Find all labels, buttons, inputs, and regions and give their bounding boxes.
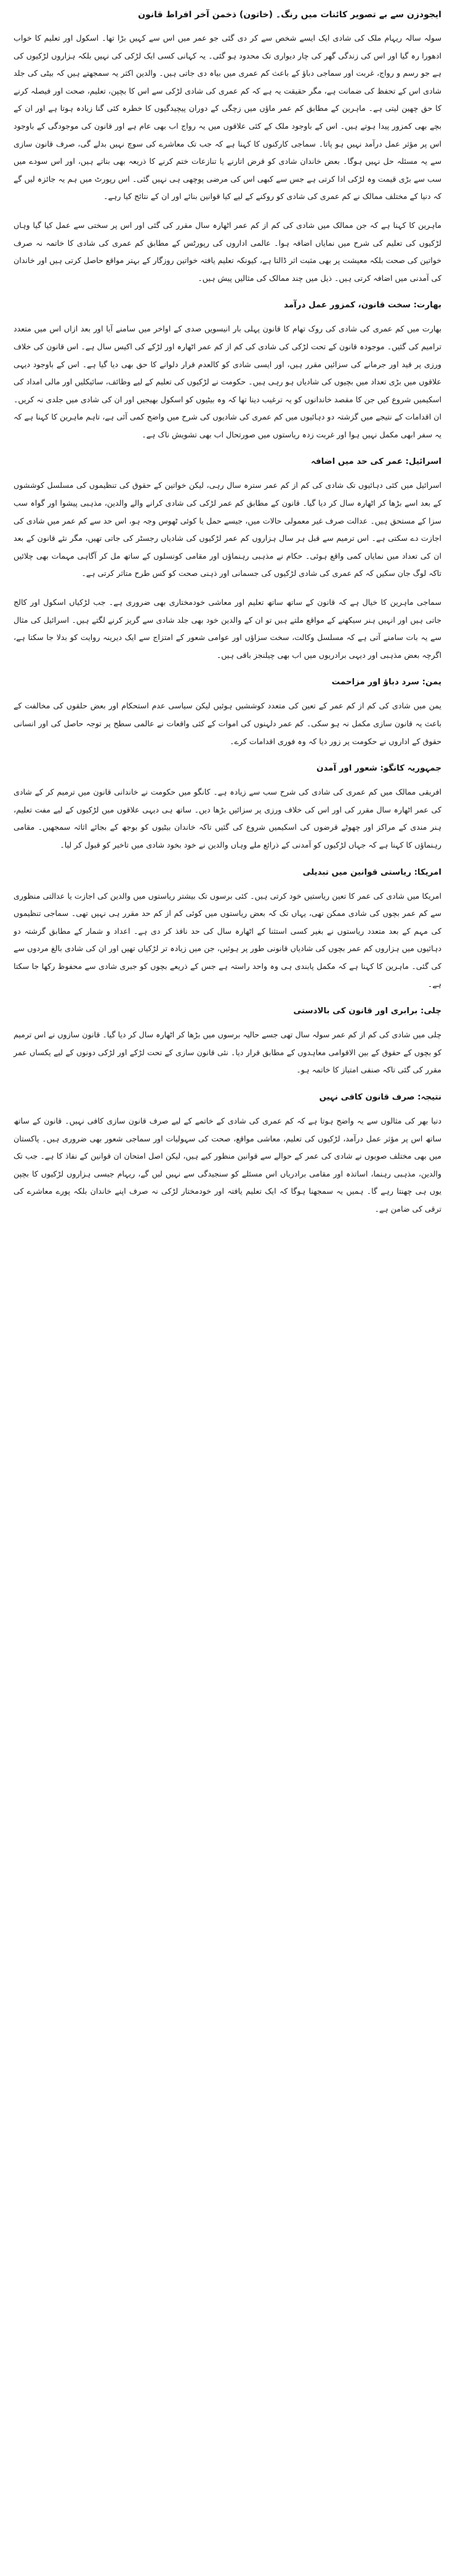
section-heading-chile: چلی: برابری اور قانون کی بالادستی — [293, 1007, 441, 1016]
section-heading-congo: جمہوریہ کانگو: شعور اور آمدن — [316, 764, 441, 774]
section-heading-conclusion: نتیجہ: صرف قانون کافی نہیں — [319, 1092, 441, 1102]
section-heading-yemen: یمن: سرد دباؤ اور مزاحمت — [331, 678, 441, 687]
congo-paragraph: افریقی ممالک میں کم عمری کی شادی کی شرح سب سے زیادہ ہے۔ کانگو میں حکومت نے خاندانی قانون میں ترمیم کر کے شادی کی عمر اٹھارہ سال مقرر کی اور اس کی خلاف ورزی پر سزائیں بڑھا دیں۔ ساتھ ہی دیہی علاقوں میں لڑکیوں کے لیے مفت تعلیم، ہنر مندی کے مراکز اور چھوٹے قرضوں کی اسکیمیں شروع کی گئیں تاکہ خاندان بیٹیوں کو بوجھ کے بجائے اثاثہ سمجھیں۔ مقامی رہنماؤں کا کہنا ہے کہ جہاں لڑکیوں کو آمدنی کے ذرائع ملے وہاں والدین نے خود بخود شادی میں تاخیر کو قبول کر لیا۔ — [14, 787, 441, 849]
israel-paragraph-2: سماجی ماہرین کا خیال ہے کہ قانون کے ساتھ ساتھ تعلیم اور معاشی خودمختاری بھی ضروری ہے۔ جب لڑکیاں اسکول اور کالج جاتی ہیں اور انہیں ہنر سیکھنے کے مواقع ملتے ہیں تو ان کے والدین خود بھی جلد شادی سے گریز کرنے لگتے ہیں۔ اسرائیل کی مثال سے یہ بات سامنے آتی ہے کہ مسلسل وکالت، سخت سزاؤں اور عوامی شعور کے امتزاج سے ایک دیرینہ روایت کو بدلا جا سکتا ہے، اگرچہ بعض مذہبی اور دیہی برادریوں میں اب بھی چیلنجز باقی ہیں۔ — [14, 597, 441, 660]
usa-paragraph: امریکا میں شادی کی عمر کا تعین ریاستیں خود کرتی ہیں۔ کئی برسوں تک بیشتر ریاستوں میں والدین کی اجازت یا عدالتی منظوری سے کم عمر بچوں کی شادی ممکن تھی، یہاں تک کہ بعض ریاستوں میں کوئی کم از کم حد مقرر ہی نہیں تھی۔ سماجی تنظیموں کی مہم کے بعد متعدد ریاستوں نے بغیر کسی استثنا کے اٹھارہ سال کی حد نافذ کر دی ہے۔ اعداد و شمار کے مطابق گزشتہ دو دہائیوں میں ہزاروں کم عمر بچوں کی شادیاں قانونی طور پر ہوئیں، جن میں زیادہ تر لڑکیاں تھیں اور ان کی شادی بالغ مردوں سے کی گئی۔ ماہرین کا کہنا ہے کہ مکمل پابندی ہی وہ واحد راستہ ہے جس کے ذریعے بچوں کو جبری شادی سے محفوظ رکھا جا سکتا ہے۔ — [14, 891, 441, 989]
israel-paragraph-1: اسرائیل میں کئی دہائیوں تک شادی کی کم از کم عمر سترہ سال رہی، لیکن خواتین کے حقوق کی تنظیموں کی مسلسل کوششوں کے بعد اسے بڑھا کر اٹھارہ سال کر دیا گیا۔ قانون کے مطابق کم عمر لڑکی کی شادی کرانے والے والدین، مذہبی پیشوا اور گواہ سب سزا کے مستحق ہیں۔ عدالت صرف غیر معمولی حالات میں، جیسے حمل یا کوئی ٹھوس وجہ ہو، اس حد سے کم عمر میں شادی کی اجازت دے سکتی ہے۔ اس ترمیم سے قبل ہر سال ہزاروں کم عمر لڑکیوں کی شادیاں رجسٹر کی جاتی تھیں، مگر نئے قانون کے بعد ان کی تعداد میں نمایاں کمی واقع ہوئی۔ حکام نے مذہبی رہنماؤں اور مقامی کونسلوں کے ساتھ مل کر آگاہی مہمات بھی چلائیں تاکہ لوگ جان سکیں کہ کم عمری کی شادی لڑکیوں کی جسمانی اور ذہنی صحت کو کس طرح متاثر کرتی ہے۔ — [14, 480, 441, 578]
conclusion-paragraph: دنیا بھر کی مثالوں سے یہ واضح ہوتا ہے کہ کم عمری کی شادی کے خاتمے کے لیے صرف قانون سازی کافی نہیں۔ قانون کے ساتھ ساتھ اس پر مؤثر عمل درآمد، لڑکیوں کی تعلیم، معاشی مواقع، صحت کی سہولیات اور سماجی شعور بھی ضروری ہیں۔ پاکستان میں بھی مختلف صوبوں نے شادی کی عمر کے حوالے سے قوانین منظور کیے ہیں، لیکن اصل امتحان ان قوانین کے نفاذ کا ہے۔ جب تک والدین، مذہبی رہنما، اساتذہ اور مقامی برادریاں اس مسئلے کو سنجیدگی سے نہیں لیں گے، ریہام جیسی ہزاروں لڑکیوں کا بچپن یوں ہی چھنتا رہے گا۔ ہمیں یہ سمجھنا ہوگا کہ ایک تعلیم یافتہ اور خودمختار لڑکی نہ صرف اپنے خاندان بلکہ پورے معاشرے کی ترقی کی ضامن ہے۔ — [14, 1116, 441, 1213]
section-heading-india: بھارت: سخت قانون، کمزور عمل درآمد — [284, 301, 441, 310]
yemen-paragraph: یمن میں شادی کی کم از کم عمر کے تعین کی متعدد کوششیں ہوئیں لیکن سیاسی عدم استحکام اور بعض حلقوں کی مخالفت کے باعث یہ قانون سازی مکمل نہ ہو سکی۔ کم عمر دلہنوں کی اموات کے کئی واقعات نے عالمی سطح پر توجہ حاصل کی اور انسانی حقوق کے اداروں نے حکومت پر زور دیا کہ وہ فوری اقدامات کرے۔ — [14, 701, 441, 746]
chile-paragraph: چلی میں شادی کی کم از کم عمر سولہ سال تھی جسے حالیہ برسوں میں بڑھا کر اٹھارہ سال کر دیا گیا۔ قانون سازوں نے اس ترمیم کو بچوں کے حقوق کے بین الاقوامی معاہدوں کے مطابق قرار دیا۔ نئی قانون سازی کے تحت لڑکے اور لڑکی دونوں کے لیے یکساں عمر مقرر کی گئی تاکہ صنفی امتیاز کا خاتمہ ہو۔ — [14, 1030, 441, 1075]
india-paragraph: بھارت میں کم عمری کی شادی کی روک تھام کا قانون پہلی بار انیسویں صدی کے اواخر میں سامنے آیا اور بعد ازاں اس میں متعدد ترامیم کی گئیں۔ موجودہ قانون کے تحت لڑکی کی شادی کی کم از کم عمر اٹھارہ اور لڑکے کی اکیس سال ہے۔ اس قانون کی خلاف ورزی پر قید اور جرمانے کی سزائیں مقرر ہیں، اور ایسی شادی کو کالعدم قرار دلوانے کا حق بھی دیا گیا ہے۔ اس کے باوجود دیہی علاقوں میں بڑی تعداد میں بچیوں کی شادیاں ہو رہی ہیں۔ حکومت نے لڑکیوں کی تعلیم کے لیے وظائف، سائیکلیں اور مالی امداد کی اسکیمیں شروع کیں جن کا مقصد خاندانوں کو یہ ترغیب دینا تھا کہ وہ بیٹیوں کو اسکول بھیجیں اور ان کی شادی میں جلدی نہ کریں۔ ان اقدامات کے نتیجے میں گزشتہ دو دہائیوں میں کم عمری کی شادیوں کی شرح میں واضح کمی آئی ہے، تاہم ماہرین کا کہنا ہے کہ یہ سفر ابھی مکمل نہیں ہوا اور غربت زدہ ریاستوں میں صورتحال اب بھی تشویش ناک ہے۔ — [14, 324, 441, 439]
section-heading-usa: امریکا: ریاستی قوانین میں تبدیلی — [302, 867, 441, 877]
intro-paragraph-2: ماہرین کا کہنا ہے کہ جن ممالک میں شادی کی کم از کم عمر اٹھارہ سال مقرر کی گئی اور اس پر سختی سے عمل کیا گیا وہاں لڑکیوں کی تعلیم کی شرح میں نمایاں اضافہ ہوا۔ عالمی اداروں کی رپورٹس کے مطابق کم عمری کی شادی کا خاتمہ نہ صرف خواتین کی صحت بلکہ معیشت پر بھی مثبت اثر ڈالتا ہے، کیونکہ تعلیم یافتہ خواتین روزگار کے بہتر مواقع حاصل کرتی ہیں اور خاندان کی آمدنی میں اضافہ کرتی ہیں۔ ذیل میں چند ممالک کی مثالیں پیش ہیں۔ — [14, 220, 441, 283]
page-title: ایجودزن سے بے تصویر کائنات میں رنگ۔ (خاتون) ذخمن آخر افراط قانون — [138, 10, 441, 20]
intro-paragraph-1: سولہ سالہ ریہام ملک کی شادی ایک ایسے شخص سے کر دی گئی جو عمر میں اس سے کہیں بڑا تھا۔ اسکول اور تعلیم کا خواب ادھورا رہ گیا اور اس کی زندگی گھر کی چار دیواری تک محدود ہو گئی۔ یہ کہانی کسی ایک لڑکی کی نہیں بلکہ ہزاروں لڑکیوں کی ہے جو رسم و رواج، غربت اور سماجی دباؤ کے باعث کم عمری میں بیاہ دی جاتی ہیں۔ والدین اکثر یہ سمجھتے ہیں کہ بیٹی کی جلد شادی اس کے تحفظ کی ضمانت ہے، مگر حقیقت یہ ہے کہ کم عمری کی شادی لڑکی سے اس کا بچپن، تعلیم، صحت اور فیصلہ کرنے کا حق چھین لیتی ہے۔ ماہرین کے مطابق کم عمر ماؤں میں زچگی کے دوران پیچیدگیوں کا خطرہ کئی گنا زیادہ ہوتا ہے اور ان کے بچے بھی کمزور پیدا ہوتے ہیں۔ اس کے باوجود ملک کے کئی علاقوں میں یہ رواج اب بھی عام ہے اور قانون کی موجودگی کے باوجود اس پر مؤثر عمل درآمد نہیں ہو پاتا۔ سماجی کارکنوں کا کہنا ہے کہ جب تک معاشرے کی سوچ نہیں بدلے گی، صرف قانون سازی سے یہ مسئلہ حل نہیں ہوگا۔ بعض خاندان شادی کو قرض اتارنے یا تنازعات ختم کرنے کا ذریعہ بھی بناتے ہیں، اور اس سودے میں سب سے بڑی قیمت وہ لڑکی ادا کرتی ہے جس سے کبھی اس کی مرضی پوچھی ہی نہیں گئی۔ اس رپورٹ میں ہم یہ جائزہ لیں گے کہ دنیا کے مختلف ممالک نے کم عمری کی شادی کو روکنے کے لیے کیا قوانین بنائے اور ان کے نتائج کیا رہے۔ — [14, 33, 441, 201]
section-heading-israel: اسرائیل: عمر کی حد میں اضافہ — [311, 457, 441, 467]
